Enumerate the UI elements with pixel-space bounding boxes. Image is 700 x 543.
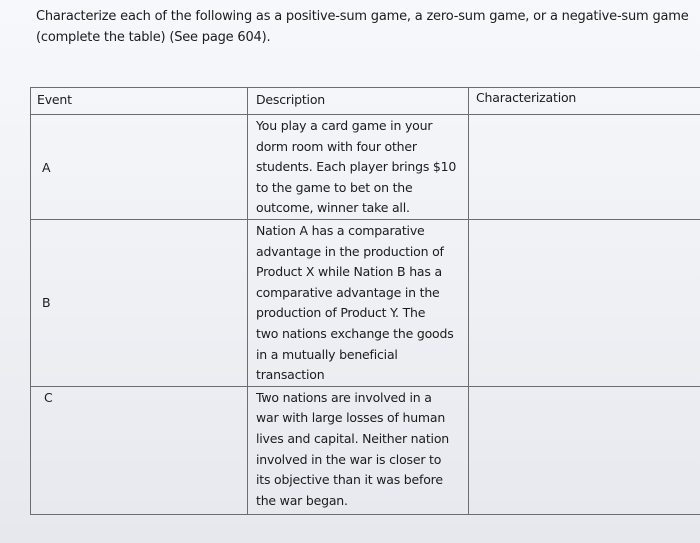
description-line: Two nations are involved in a: [256, 389, 432, 405]
characterization-cell-c[interactable]: [469, 386, 700, 514]
description-line: the war began.: [256, 492, 348, 508]
event-label-c: C: [31, 386, 248, 514]
description-line: two nations exchange the goods: [256, 325, 454, 341]
characterization-cell-b[interactable]: [469, 220, 700, 387]
description-line: comparative advantage in the: [256, 284, 440, 300]
description-line: You play a card game in your: [256, 118, 433, 133]
question-line-2: (complete the table) (See page 604).: [36, 30, 271, 45]
table-row: [31, 220, 700, 387]
question-prompt: [36, 6, 696, 48]
description-line: outcome, winner take all.: [256, 200, 410, 216]
question-line-1: Characterize each of the following as a positive-sum game, a zero-sum game, or a negative-sum game: [36, 9, 689, 24]
description-a: [248, 115, 469, 220]
characterization-cell-a[interactable]: [469, 115, 700, 220]
header-description: Description: [248, 88, 469, 115]
header-event: Event: [31, 88, 248, 115]
description-line: transaction: [256, 367, 325, 383]
table-row: [31, 115, 700, 220]
description-line: advantage in the production of: [256, 243, 444, 259]
table-row: [31, 386, 700, 514]
description-b: [248, 220, 469, 387]
description-line: Nation A has a comparative: [256, 223, 425, 238]
description-line: lives and capital. Neither nation: [256, 430, 449, 446]
description-line: students. Each player brings $10: [256, 159, 457, 175]
event-label-a: A: [31, 115, 248, 220]
table-header-row: [31, 88, 700, 115]
description-line: involved in the war is closer to: [256, 451, 442, 467]
event-label-b: B: [31, 220, 248, 387]
description-line: dorm room with four other: [256, 138, 417, 154]
game-characterization-table: [30, 87, 700, 515]
description-line: to the game to bet on the: [256, 179, 413, 195]
description-line: Product X while Nation B has a: [256, 264, 442, 280]
header-characterization: Characterization: [469, 88, 700, 115]
description-line: its objective than it was before: [256, 472, 443, 488]
description-line: war with large losses of human: [256, 410, 446, 426]
description-c: [248, 386, 469, 514]
description-line: in a mutually beneficial: [256, 346, 398, 362]
description-line: production of Product Y. The: [256, 305, 426, 321]
